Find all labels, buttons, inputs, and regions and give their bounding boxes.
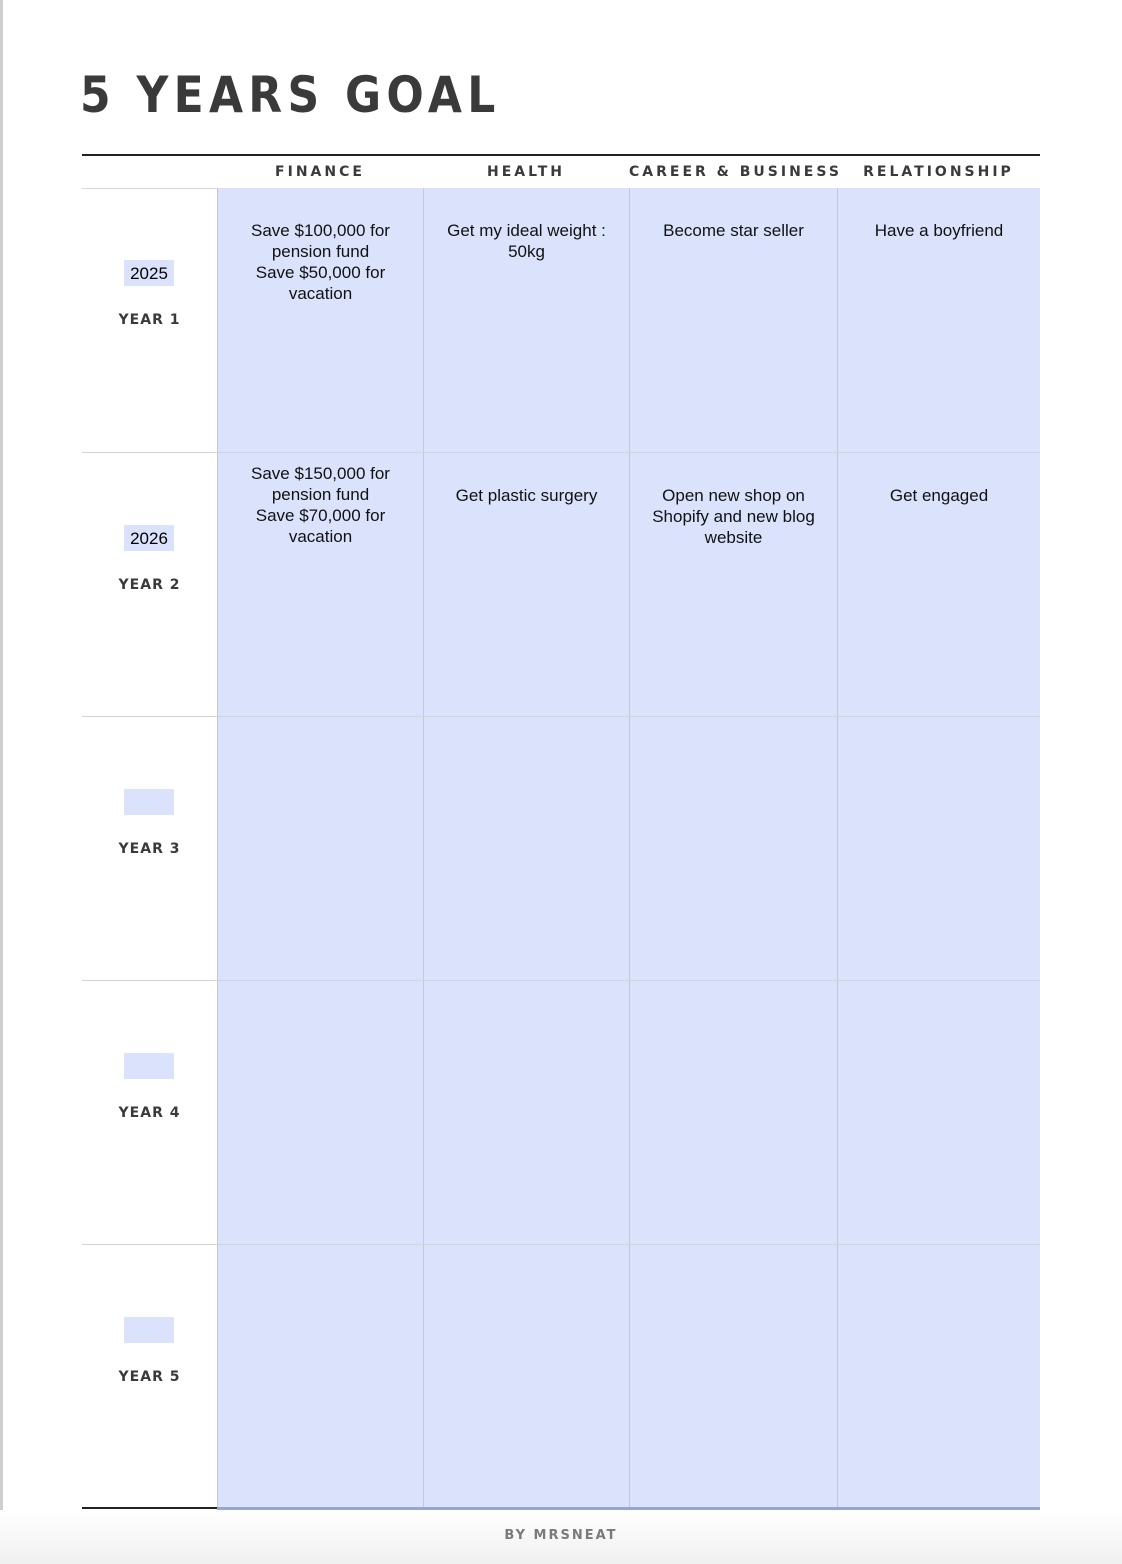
column-header-finance: FINANCE bbox=[275, 164, 365, 180]
year-input-2[interactable]: 2026 bbox=[124, 525, 174, 551]
goal-cell-health[interactable] bbox=[423, 453, 629, 716]
goal-text: Have a boyfriend bbox=[874, 221, 1004, 240]
goal-cell-career-business[interactable] bbox=[629, 1245, 837, 1508]
goal-cell-finance[interactable] bbox=[217, 981, 423, 1244]
year-label-4: YEAR 4 bbox=[118, 1105, 181, 1121]
year-row-5 bbox=[82, 1244, 1040, 1508]
year-input-5[interactable] bbox=[124, 1317, 174, 1343]
year-row-4 bbox=[82, 980, 1040, 1244]
year-row-1 bbox=[82, 188, 1040, 452]
goal-cell-career-business[interactable] bbox=[629, 453, 837, 716]
year-row-2 bbox=[82, 452, 1040, 716]
goal-cell-relationship[interactable] bbox=[837, 1245, 1040, 1508]
goal-cell-health[interactable] bbox=[423, 1245, 629, 1508]
page-title: 5 YEARS GOAL bbox=[80, 66, 501, 124]
year-label-1: YEAR 1 bbox=[118, 312, 181, 328]
row-label bbox=[82, 188, 217, 452]
year-row-3 bbox=[82, 716, 1040, 980]
goal-text: Save $100,000 for pension fund Save $50,000 for vacation bbox=[251, 221, 390, 303]
goal-cell-relationship[interactable] bbox=[837, 981, 1040, 1244]
year-input-1[interactable]: 2025 bbox=[124, 260, 174, 286]
column-header-relationship: RELATIONSHIP bbox=[863, 164, 1014, 180]
year-input-3[interactable] bbox=[124, 789, 174, 815]
goal-text: Save $150,000 for pension fund Save $70,000 for vacation bbox=[251, 464, 390, 546]
goal-text: Get my ideal weight : 50kg bbox=[447, 221, 606, 261]
goal-cell-career-business[interactable] bbox=[629, 717, 837, 980]
row-label bbox=[82, 453, 217, 716]
goal-cell-relationship[interactable] bbox=[837, 453, 1040, 716]
column-header-career-business: CAREER & BUSINESS bbox=[629, 164, 842, 180]
year-label-2: YEAR 2 bbox=[118, 577, 181, 593]
year-label-5: YEAR 5 bbox=[118, 1369, 181, 1385]
goal-cell-finance[interactable] bbox=[217, 453, 423, 716]
row-label bbox=[82, 981, 217, 1244]
footer-credit: BY MRSNEAT bbox=[504, 1528, 618, 1543]
goals-grid bbox=[82, 188, 1040, 1508]
goal-cell-finance[interactable] bbox=[217, 188, 423, 452]
goal-text: Get plastic surgery bbox=[455, 486, 598, 505]
goal-cell-finance[interactable] bbox=[217, 717, 423, 980]
goal-cell-health[interactable] bbox=[423, 717, 629, 980]
year-label-3: YEAR 3 bbox=[118, 841, 181, 857]
goal-cell-career-business[interactable] bbox=[629, 981, 837, 1244]
goal-cell-health[interactable] bbox=[423, 981, 629, 1244]
row-label bbox=[82, 1245, 217, 1508]
goal-text: Become star seller bbox=[663, 221, 804, 240]
row-label bbox=[82, 717, 217, 980]
year-input-4[interactable] bbox=[124, 1053, 174, 1079]
goal-text: Get engaged bbox=[889, 486, 989, 505]
goal-cell-health[interactable] bbox=[423, 188, 629, 452]
goal-cell-relationship[interactable] bbox=[837, 188, 1040, 452]
goal-cell-finance[interactable] bbox=[217, 1245, 423, 1508]
page-edge bbox=[0, 0, 3, 1564]
goal-cell-career-business[interactable] bbox=[629, 188, 837, 452]
column-header-row bbox=[82, 156, 1040, 189]
goal-cell-relationship[interactable] bbox=[837, 717, 1040, 980]
goal-text: Open new shop on Shopify and new blog website bbox=[652, 486, 815, 547]
column-header-health: HEALTH bbox=[487, 164, 565, 180]
